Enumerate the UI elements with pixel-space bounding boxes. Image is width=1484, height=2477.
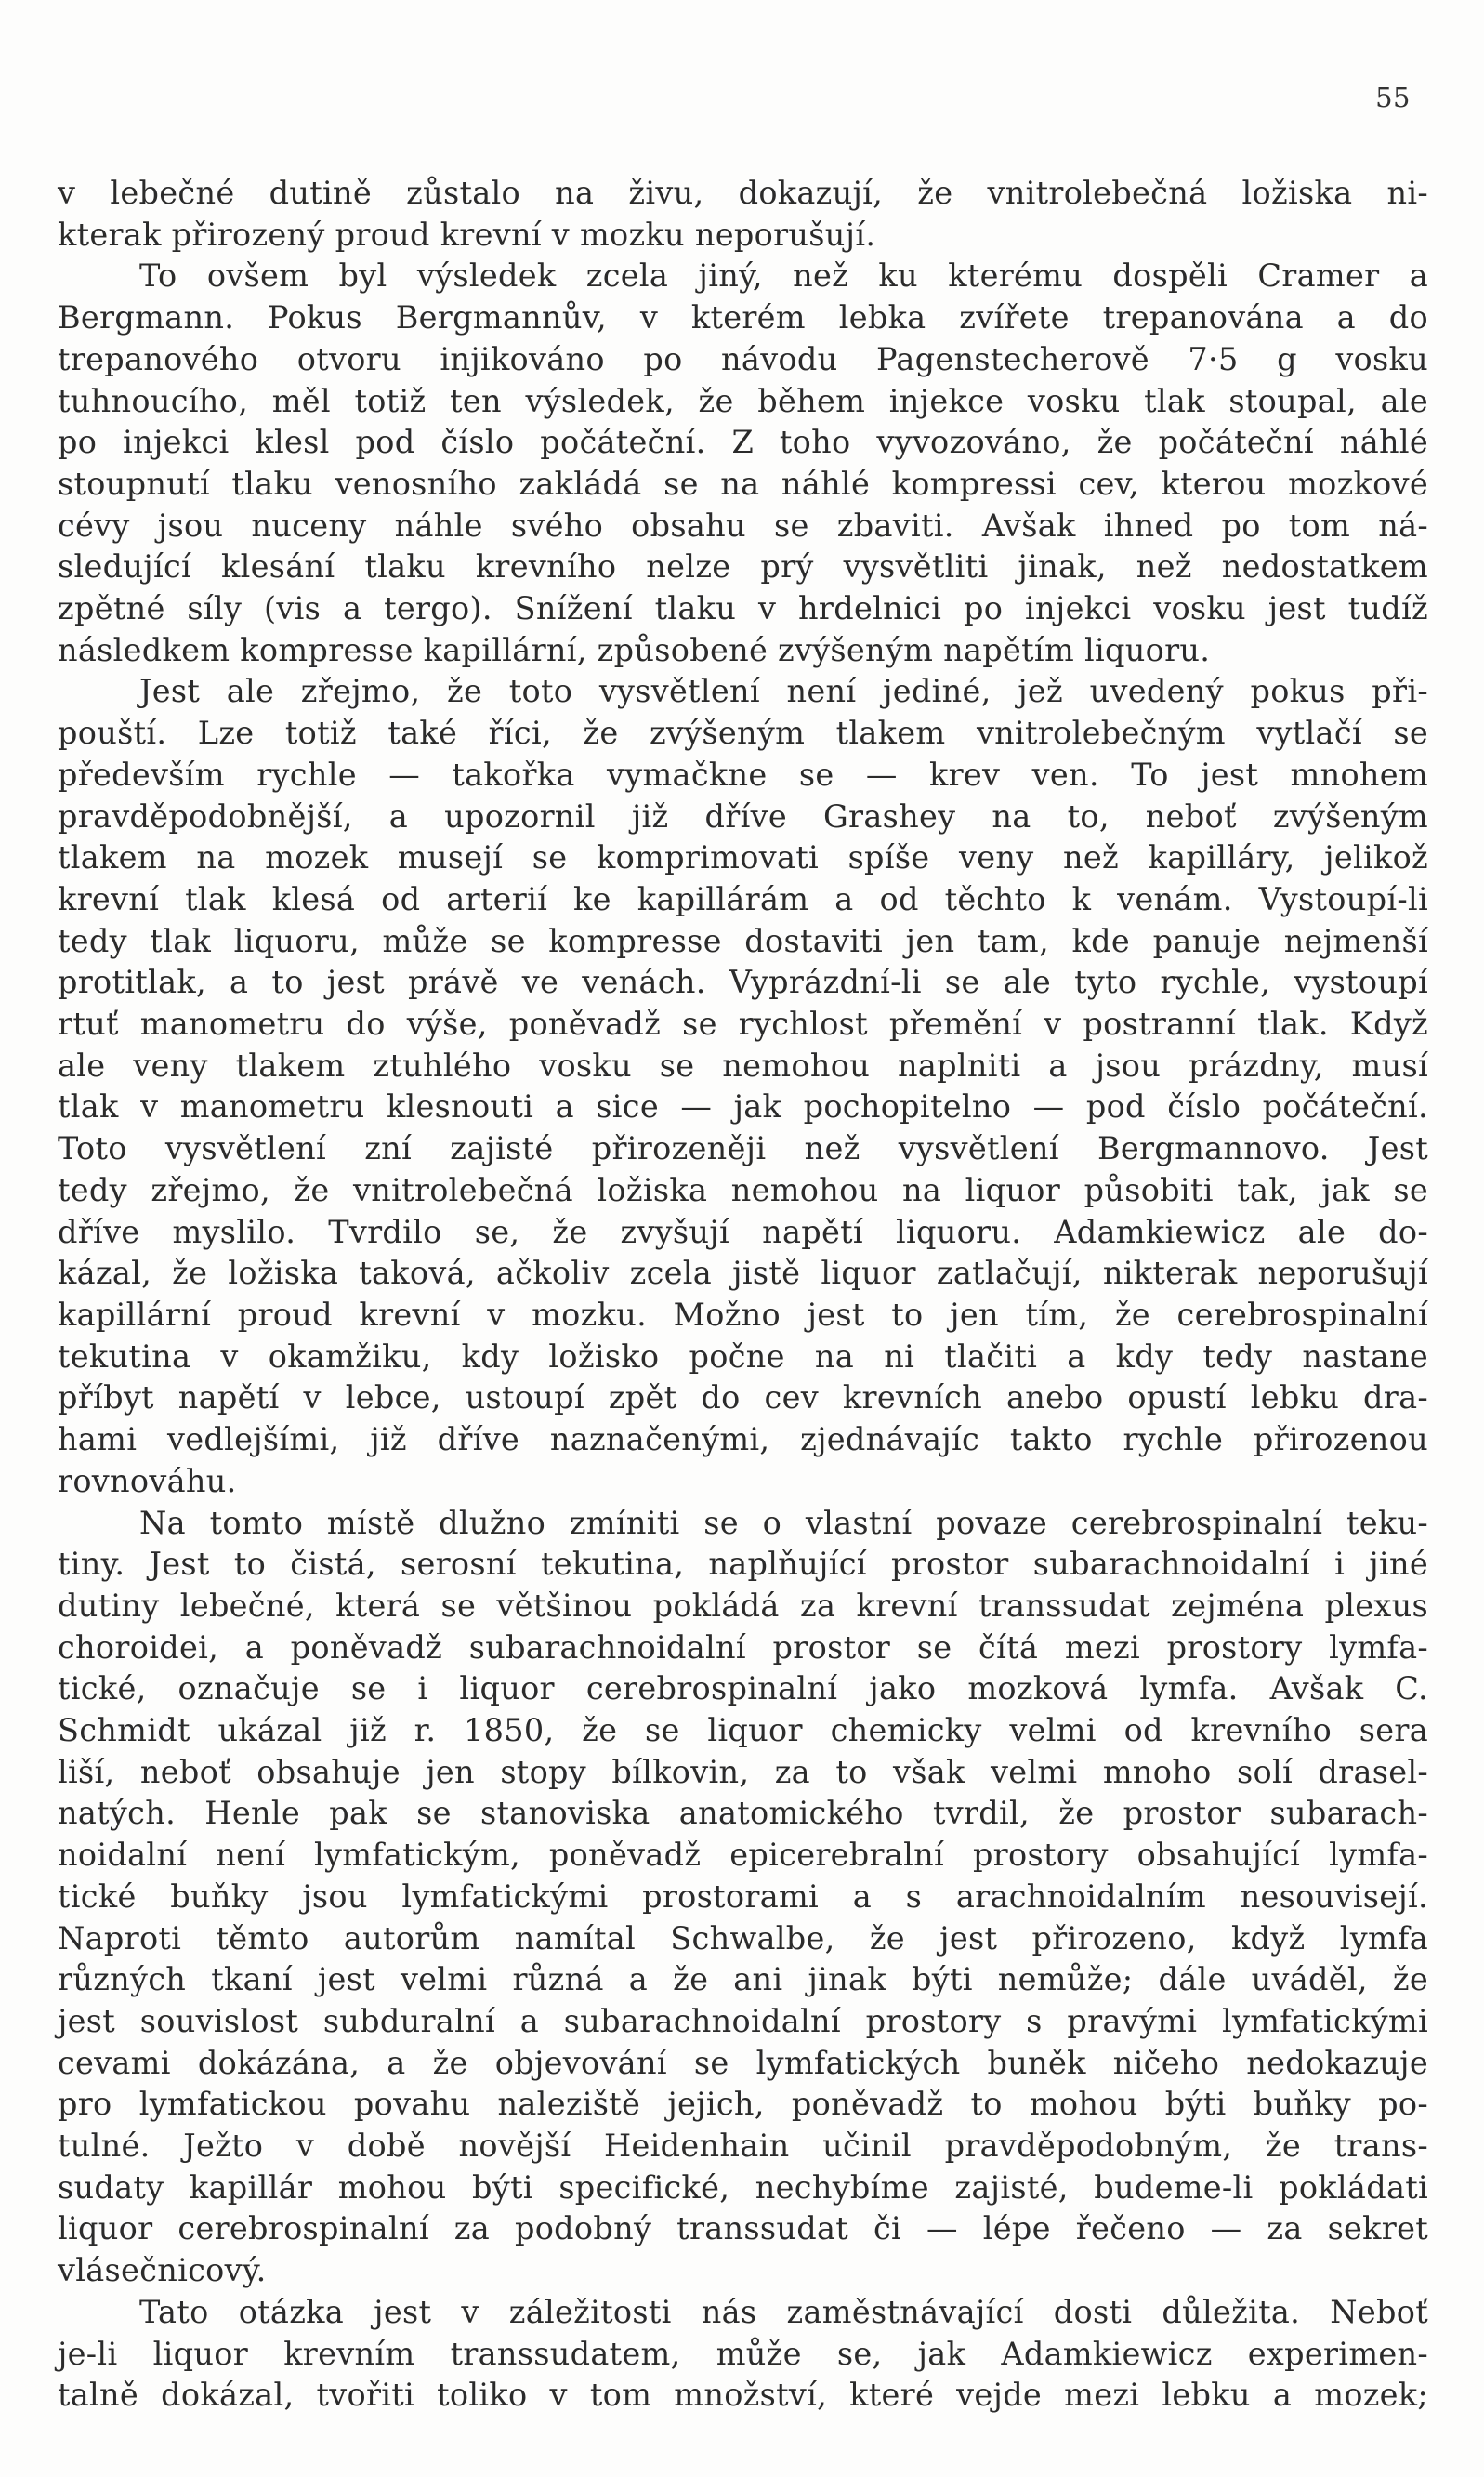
text-line: vlásečnicový. bbox=[58, 2252, 267, 2289]
text-line: tekutina v okamžiku, kdy ložisko počne na ni tlačiti a kdy tedy nastane bbox=[58, 1337, 1428, 1375]
text-line: příbyt napětí v lebce, ustoupí zpět do cev krevních anebo opustí lebku dra- bbox=[58, 1379, 1428, 1416]
text-line: noidalní není lymfatickým, poněvadž epicerebralní prostory obsahující lymfa- bbox=[58, 1837, 1428, 1874]
text-line: Tato otázka jest v záležitosti nás zaměstnávající dosti důležita. Neboť bbox=[139, 2293, 1428, 2330]
text-line: trepanového otvoru injikováno po návodu Pagenstecherově 7·5 g vosku bbox=[58, 340, 1428, 377]
text-line: To ovšem byl výsledek zcela jiný, než ku kterému dospěli Cramer a bbox=[139, 257, 1428, 295]
text-line: jest souvislost subduralní a subarachnoidalní prostory s pravými lymfatickými bbox=[58, 2002, 1428, 2039]
text-line: po injekci klesl pod číslo počáteční. Z toho vyvozováno, že počáteční náhlé bbox=[58, 424, 1428, 461]
text-line: tlakem na mozek musejí se komprimovati spíše veny než kapilláry, jelikož bbox=[58, 839, 1428, 876]
text-line: choroidei, a poněvadž subarachnoidalní prostor se čítá mezi prostory lymfa- bbox=[58, 1628, 1428, 1666]
text-line: liší, neboť obsahuje jen stopy bílkovin, za to však velmi mnoho solí drasel- bbox=[58, 1753, 1428, 1790]
text-line: rovnováhu. bbox=[58, 1462, 237, 1499]
text-line: tulné. Ježto v době novější Heidenhain učinil pravděpodobným, že trans- bbox=[58, 2128, 1428, 2165]
text-line: dříve myslilo. Tvrdilo se, že zvyšují napětí liquoru. Adamkiewicz ale do- bbox=[58, 1213, 1428, 1250]
text-line: hami vedlejšími, již dříve naznačenými, zjednávajíc takto rychle přirozenou bbox=[58, 1421, 1428, 1458]
text-line: tlak v manometru klesnouti a sice — jak pochopitelno — pod číslo počáteční. bbox=[58, 1088, 1428, 1126]
text-line: pro lymfatickou povahu naleziště jejich, poněvadž to mohou býti buňky po- bbox=[58, 2086, 1428, 2123]
text-line: zpětné síly (vis a tergo). Snížení tlaku v hrdelnici po injekci vosku jest tudíž bbox=[58, 590, 1428, 627]
text-line: krevní tlak klesá od arterií ke kapillárám a od těchto k venám. Vystoupí-li bbox=[58, 880, 1428, 917]
text-line: kázal, že ložiska taková, ačkoliv zcela jistě liquor zatlačují, nikterak neporušují bbox=[58, 1255, 1428, 1292]
text-line: sudaty kapillár mohou býti specifické, nechybíme zajisté, budeme-li pokládati bbox=[58, 2168, 1428, 2206]
text-line: kapillární proud krevní v mozku. Možno jest to jen tím, že cerebrospinalní bbox=[58, 1296, 1428, 1333]
text-line: tedy tlak liquoru, může se kompresse dostaviti jen tam, kde panuje nejmenší bbox=[58, 922, 1428, 959]
text-line: Jest ale zřejmo, že toto vysvětlení není jediné, jež uvedený pokus při- bbox=[139, 673, 1428, 710]
text-line: sledující klesání tlaku krevního nelze prý vysvětliti jinak, než nedostatkem bbox=[58, 548, 1428, 586]
text-line: cevami dokázána, a že objevování se lymfatických buněk ničeho nedokazuje bbox=[58, 2044, 1428, 2081]
text-line: v lebečné dutině zůstalo na živu, dokazují, že vnitrolebečná ložiska ni- bbox=[58, 175, 1428, 211]
text-line: dutiny lebečné, která se většinou pokládá za krevní transsudat zejména plexus bbox=[58, 1587, 1428, 1624]
text-line: tedy zřejmo, že vnitrolebečná ložiska nemohou na liquor působiti tak, jak se bbox=[58, 1171, 1428, 1208]
text-line: Bergmann. Pokus Bergmannův, v kterém lebka zvířete trepanována a do bbox=[58, 299, 1428, 336]
text-line: cévy jsou nuceny náhle svého obsahu se zbaviti. Avšak ihned po tom ná- bbox=[58, 507, 1428, 544]
text-line: tické buňky jsou lymfatickými prostorami a s arachnoidalním nesouvisejí. bbox=[58, 1878, 1428, 1915]
text-line: tiny. Jest to čistá, serosní tekutina, naplňující prostor subarachnoidalní i jiné bbox=[58, 1546, 1428, 1583]
text-line: tické, označuje se i liquor cerebrospinalní jako mozková lymfa. Avšak C. bbox=[58, 1670, 1428, 1707]
text-line: různých tkaní jest velmi různá a že ani jinak býti nemůže; dále uváděl, že bbox=[58, 1961, 1428, 1998]
page-number: 55 bbox=[1375, 82, 1411, 113]
text-line: především rychle — takořka vymačkne se — krev ven. To jest mnohem bbox=[58, 756, 1428, 793]
text-line: talně dokázal, tvořiti toliko v tom množství, které vejde mezi lebku a mozek; bbox=[58, 2377, 1428, 2414]
body-text bbox=[58, 173, 1428, 2417]
text-line: rtuť manometru do výše, poněvadž se rychlost přemění v postranní tlak. Když bbox=[58, 1006, 1428, 1043]
text-line: protitlak, a to jest právě ve venách. Vyprázdní-li se ale tyto rychle, vystoupí bbox=[58, 964, 1428, 1001]
text-line: stoupnutí tlaku venosního zakládá se na náhlé kompressi cev, kterou mozkové bbox=[58, 465, 1428, 502]
text-line: Toto vysvětlení zní zajisté přirozeněji než vysvětlení Bergmannovo. Jest bbox=[58, 1130, 1428, 1167]
text-line: je-li liquor krevním transsudatem, může se, jak Adamkiewicz experimen- bbox=[58, 2335, 1428, 2372]
text-line: ale veny tlakem ztuhlého vosku se nemohou naplniti a jsou prázdny, musí bbox=[58, 1047, 1428, 1084]
text-line: kterak přirozený proud krevní v mozku neporušují. bbox=[58, 216, 876, 253]
text-line: následkem kompresse kapillární, způsobené zvýšeným napětím liquoru. bbox=[58, 631, 1211, 668]
text-line: Naproti těmto autorům namítal Schwalbe, že jest přirozeno, když lymfa bbox=[58, 1919, 1428, 1957]
text-line: tuhnoucího, měl totiž ten výsledek, že během injekce vosku tlak stoupal, ale bbox=[58, 382, 1428, 419]
text-line: Na tomto místě dlužno zmíniti se o vlastní povaze cerebrospinalní teku- bbox=[139, 1504, 1428, 1541]
text-line: pouští. Lze totiž také říci, že zvýšeným tlakem vnitrolebečným vytlačí se bbox=[58, 715, 1428, 752]
text-line: pravděpodobnější, a upozornil již dříve Grashey na to, neboť zvýšeným bbox=[58, 797, 1428, 835]
text-line: natých. Henle pak se stanoviska anatomického tvrdil, že prostor subarach- bbox=[58, 1795, 1428, 1832]
text-line: liquor cerebrospinalní za podobný transsudat či — lépe řečeno — za sekret bbox=[58, 2210, 1428, 2247]
text-line: Schmidt ukázal již r. 1850, že se liquor chemicky velmi od krevního sera bbox=[58, 1712, 1428, 1749]
